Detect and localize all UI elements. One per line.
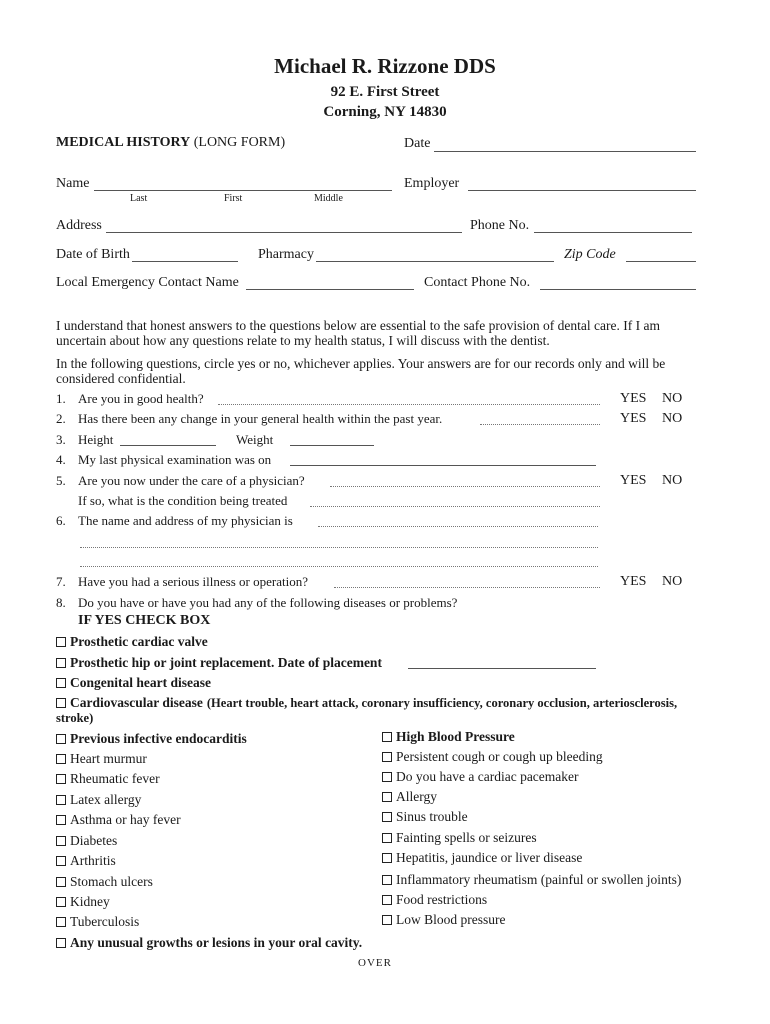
checkbox-oral-lesions[interactable] bbox=[56, 935, 362, 951]
checkbox-pacemaker[interactable] bbox=[382, 769, 579, 785]
date-label: Date bbox=[404, 136, 431, 151]
checkbox-icon bbox=[56, 836, 66, 846]
q1-leader bbox=[218, 404, 600, 405]
q2-yes[interactable]: YES bbox=[620, 411, 647, 426]
checkbox-icon bbox=[382, 853, 392, 863]
form-title-main: MEDICAL HISTORY bbox=[56, 135, 191, 150]
checkbox-label: Any unusual growths or lesions in your oral cavity. bbox=[70, 935, 363, 950]
q5-text: Are you now under the care of a physician? bbox=[78, 473, 305, 488]
checkbox-label: Inflammatory rheumatism (painful or swollen joints) bbox=[396, 872, 682, 887]
checkbox-inflammatory-rheumatism[interactable] bbox=[382, 872, 681, 888]
name-field[interactable] bbox=[94, 190, 392, 191]
checkbox-label: Prosthetic hip or joint replacement. Date of placement bbox=[70, 655, 382, 670]
name-label: Name bbox=[56, 176, 90, 191]
q7-leader bbox=[334, 587, 600, 588]
checkbox-label: Diabetes bbox=[70, 833, 118, 848]
checkbox-label: High Blood Pressure bbox=[396, 729, 515, 744]
checkbox-icon bbox=[56, 678, 66, 688]
practice-city: Corning, NY 14830 bbox=[323, 104, 447, 120]
q2-text: Has there been any change in your general health within the past year. bbox=[78, 411, 443, 426]
checkbox-icon bbox=[56, 774, 66, 784]
q3-number: 3. bbox=[56, 432, 66, 447]
checkbox-icon bbox=[56, 815, 66, 825]
checkbox-label: Heart murmur bbox=[70, 751, 147, 766]
checkbox-label: Food restrictions bbox=[396, 892, 488, 907]
checkbox-label: Tuberculosis bbox=[70, 914, 140, 929]
checkbox-label: Latex allergy bbox=[70, 792, 142, 807]
checkbox-label: Sinus trouble bbox=[396, 809, 468, 824]
checkbox-sinus-trouble[interactable] bbox=[382, 809, 468, 825]
checkbox-icon bbox=[56, 754, 66, 764]
condition-field[interactable] bbox=[310, 506, 600, 507]
placement-date-field[interactable] bbox=[408, 668, 596, 669]
zip-field[interactable] bbox=[626, 261, 696, 262]
checkbox-icon bbox=[382, 875, 392, 885]
checkbox-cardiovascular[interactable] bbox=[56, 695, 677, 711]
form-title-suffix: (LONG FORM) bbox=[193, 135, 286, 150]
emergency-label: Local Emergency Contact Name bbox=[56, 275, 239, 290]
checkbox-icon bbox=[56, 795, 66, 805]
checkbox-label: Previous infective endocarditis bbox=[70, 731, 247, 746]
q4-number: 4. bbox=[56, 452, 66, 467]
date-field[interactable] bbox=[434, 151, 696, 152]
q1-text: Are you in good health? bbox=[78, 391, 204, 406]
checkbox-prosthetic-hip[interactable] bbox=[56, 655, 382, 671]
checkbox-congenital[interactable] bbox=[56, 675, 211, 691]
checkbox-fainting[interactable] bbox=[382, 830, 537, 846]
q5-sub-text: If so, what is the condition being treated bbox=[78, 493, 288, 508]
q7-yes[interactable]: YES bbox=[620, 574, 647, 589]
checkbox-food-restrictions[interactable] bbox=[382, 892, 487, 908]
q7-no[interactable]: NO bbox=[662, 574, 683, 589]
q3-height-label: Height bbox=[78, 432, 114, 447]
checkbox-icon bbox=[56, 734, 66, 744]
checkbox-kidney[interactable] bbox=[56, 894, 110, 910]
intro-paragraph-1: I understand that honest answers to the questions below are essential to the safe provision of dental care. If I am uncertain about how any questions relate to my health status, I will discuss with the dentist. bbox=[56, 318, 660, 348]
cardiovascular-continuation: stroke) bbox=[56, 711, 94, 725]
checkbox-detail: (Heart trouble, heart attack, coronary insufficiency, coronary occlusion, arteriosclerosis, bbox=[206, 695, 678, 710]
physician-field-line-3[interactable] bbox=[80, 566, 598, 567]
if-yes-heading: IF YES CHECK BOX bbox=[78, 613, 211, 628]
checkbox-label: Asthma or hay fever bbox=[70, 812, 181, 827]
q1-no[interactable]: NO bbox=[662, 391, 683, 406]
checkbox-icon bbox=[56, 917, 66, 927]
q7-number: 7. bbox=[56, 574, 66, 589]
physician-field-line-1[interactable] bbox=[318, 526, 598, 527]
checkbox-label: Prosthetic cardiac valve bbox=[70, 634, 208, 649]
q2-number: 2. bbox=[56, 411, 66, 426]
last-exam-field[interactable] bbox=[290, 465, 596, 466]
checkbox-label: Allergy bbox=[396, 789, 437, 804]
q7-text: Have you had a serious illness or operation? bbox=[78, 574, 308, 589]
employer-label: Employer bbox=[404, 176, 460, 191]
height-field[interactable] bbox=[120, 445, 216, 446]
checkbox-diabetes[interactable] bbox=[56, 833, 117, 849]
q2-no[interactable]: NO bbox=[662, 411, 683, 426]
checkbox-hepatitis[interactable] bbox=[382, 850, 582, 866]
address-label: Address bbox=[56, 218, 102, 233]
weight-field[interactable] bbox=[290, 445, 374, 446]
checkbox-high-blood-pressure[interactable] bbox=[382, 729, 515, 745]
phone-label: Phone No. bbox=[470, 218, 530, 233]
q5-no[interactable]: NO bbox=[662, 473, 683, 488]
checkbox-rheumatic-fever[interactable] bbox=[56, 771, 160, 787]
checkbox-label: Hepatitis, jaundice or liver disease bbox=[396, 850, 583, 865]
checkbox-icon bbox=[56, 877, 66, 887]
q1-yes[interactable]: YES bbox=[620, 391, 647, 406]
contact-phone-label: Contact Phone No. bbox=[424, 275, 531, 290]
checkbox-icon bbox=[56, 698, 66, 708]
q5-yes[interactable]: YES bbox=[620, 473, 647, 488]
intro-paragraph-2: In the following questions, circle yes or no, whichever applies. Your answers are for our records only and will be considered confidential. bbox=[56, 356, 666, 386]
physician-field-line-2[interactable] bbox=[80, 547, 598, 548]
checkbox-label: Persistent cough or cough up bleeding bbox=[396, 749, 603, 764]
practice-name: Michael R. Rizzone DDS bbox=[274, 54, 496, 78]
checkbox-icon bbox=[382, 732, 392, 742]
checkbox-icon bbox=[56, 938, 66, 948]
checkbox-persistent-cough[interactable] bbox=[382, 749, 603, 765]
phone-field[interactable] bbox=[534, 232, 692, 233]
q4-text: My last physical examination was on bbox=[78, 452, 272, 467]
checkbox-allergy[interactable] bbox=[382, 789, 437, 805]
over-indicator: OVER bbox=[358, 957, 392, 969]
dob-label: Date of Birth bbox=[56, 247, 130, 262]
checkbox-stomach-ulcers[interactable] bbox=[56, 874, 153, 890]
checkbox-label: Congenital heart disease bbox=[70, 675, 211, 690]
pharmacy-field[interactable] bbox=[316, 261, 554, 262]
checkbox-icon bbox=[382, 812, 392, 822]
form-title bbox=[56, 135, 285, 151]
checkbox-heart-murmur[interactable] bbox=[56, 751, 147, 767]
checkbox-icon bbox=[56, 897, 66, 907]
q5-number: 5. bbox=[56, 473, 66, 488]
checkbox-latex-allergy[interactable] bbox=[56, 792, 141, 808]
checkbox-label: Low Blood pressure bbox=[396, 912, 506, 927]
address-field[interactable] bbox=[106, 232, 462, 233]
dob-field[interactable] bbox=[132, 261, 238, 262]
checkbox-icon bbox=[382, 752, 392, 762]
checkbox-asthma[interactable] bbox=[56, 812, 181, 828]
checkbox-label: Cardiovascular disease bbox=[70, 695, 203, 710]
checkbox-icon bbox=[382, 915, 392, 925]
checkbox-icon bbox=[382, 895, 392, 905]
checkbox-label: Arthritis bbox=[70, 853, 116, 868]
name-sub-first: First bbox=[224, 193, 243, 204]
q6-number: 6. bbox=[56, 513, 66, 528]
practice-street: 92 E. First Street bbox=[330, 84, 440, 100]
q3-weight-label: Weight bbox=[236, 432, 274, 447]
checkbox-arthritis[interactable] bbox=[56, 853, 116, 869]
name-sub-last: Last bbox=[130, 193, 148, 204]
q8-number: 8. bbox=[56, 595, 66, 610]
checkbox-icon bbox=[382, 833, 392, 843]
q2-leader bbox=[480, 424, 600, 425]
name-sub-middle: Middle bbox=[314, 193, 343, 204]
q5-leader bbox=[330, 486, 600, 487]
pharmacy-label: Pharmacy bbox=[258, 247, 314, 262]
q1-number: 1. bbox=[56, 391, 66, 406]
checkbox-icon bbox=[56, 637, 66, 647]
q8-text: Do you have or have you had any of the following diseases or problems? bbox=[78, 595, 458, 610]
contact-phone-field[interactable] bbox=[540, 289, 696, 290]
employer-field[interactable] bbox=[468, 190, 696, 191]
checkbox-label: Stomach ulcers bbox=[70, 874, 153, 889]
checkbox-endocarditis[interactable] bbox=[56, 731, 247, 747]
checkbox-icon bbox=[382, 792, 392, 802]
emergency-field[interactable] bbox=[246, 289, 414, 290]
checkbox-label: Kidney bbox=[70, 894, 110, 909]
checkbox-label: Rheumatic fever bbox=[70, 771, 160, 786]
checkbox-label: Do you have a cardiac pacemaker bbox=[396, 769, 579, 784]
q6-text: The name and address of my physician is bbox=[78, 513, 293, 528]
checkbox-label: Fainting spells or seizures bbox=[396, 830, 537, 845]
checkbox-tuberculosis[interactable] bbox=[56, 914, 139, 930]
checkbox-icon bbox=[56, 658, 66, 668]
checkbox-prosthetic-valve[interactable] bbox=[56, 634, 208, 650]
checkbox-icon bbox=[56, 856, 66, 866]
checkbox-icon bbox=[382, 772, 392, 782]
checkbox-low-blood-pressure[interactable] bbox=[382, 912, 505, 928]
zip-label: Zip Code bbox=[564, 247, 616, 262]
